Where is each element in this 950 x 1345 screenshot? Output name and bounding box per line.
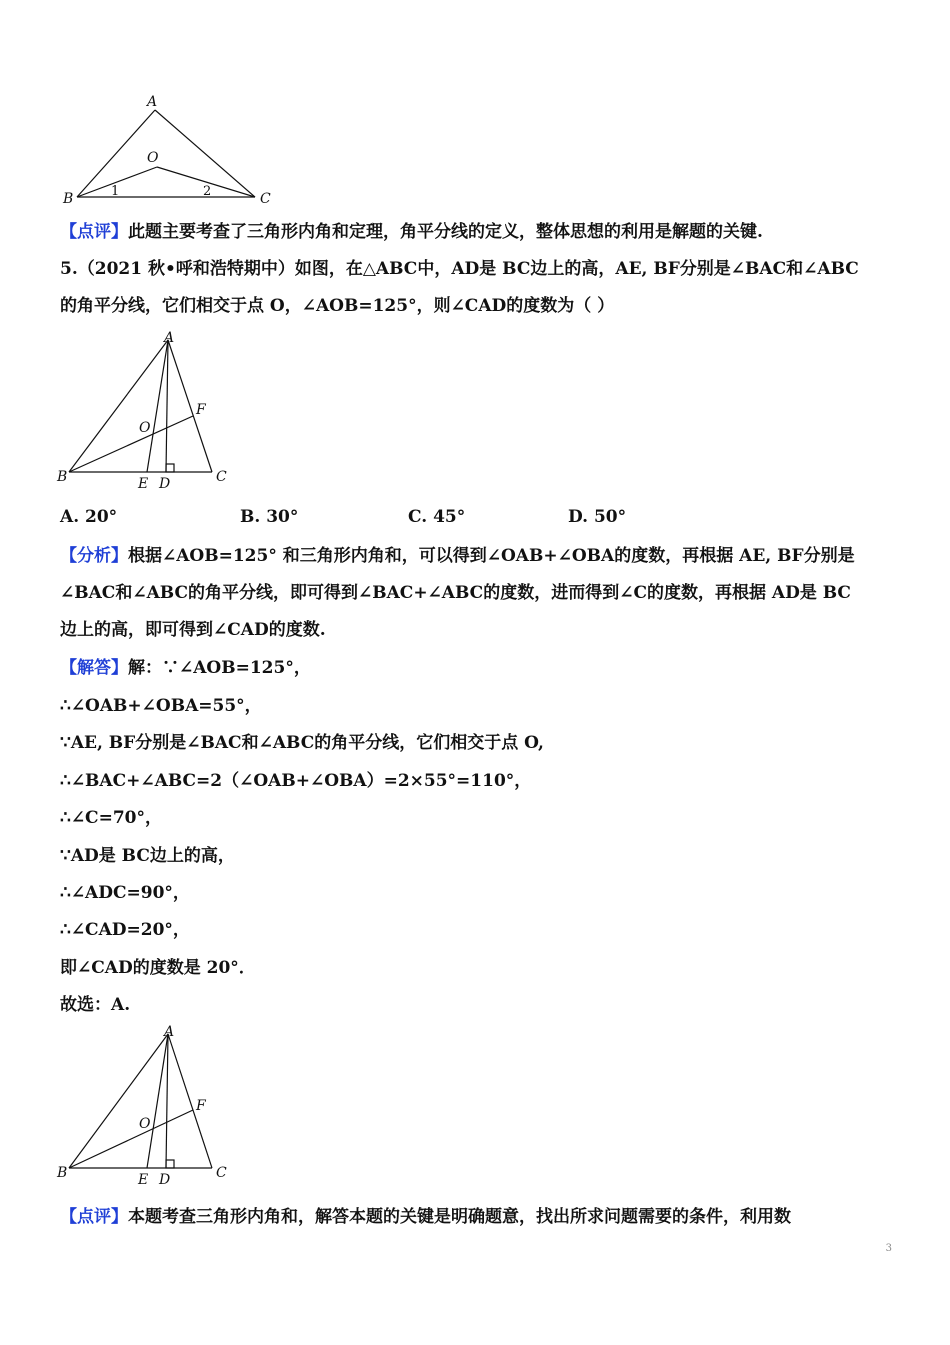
solution-step-7: ∴∠CAD=20°，: [60, 920, 190, 940]
label-a: A: [164, 330, 175, 346]
analysis-tag: 【分析】: [60, 546, 128, 566]
label-o: O: [147, 150, 159, 166]
label-a: A: [164, 1024, 175, 1040]
comment-text: 本题考查三角形内角和，解答本题的关键是明确题意，找出所求问题需要的条件，利用数: [128, 1207, 791, 1227]
label-c: C: [216, 469, 227, 485]
option-d: D. 50°: [568, 507, 627, 527]
comment-tag: 【点评】: [60, 1207, 128, 1227]
label-o: O: [139, 1116, 151, 1132]
label-b: B: [57, 1165, 68, 1181]
question-line-2: 的角平分线，它们相交于点 O，∠AOB=125°，则∠CAD的度数为（ ）: [60, 296, 615, 316]
figure-triangle-abc-altitude-repeat: [55, 1020, 255, 1188]
question-line-1: 5.（2021 秋•呼和浩特期中）如图，在△ABC中，AD是 BC边上的高，AE, BF分别是∠BAC和∠ABC: [60, 259, 859, 279]
comment-tag: 【点评】: [60, 222, 128, 242]
label-f: F: [196, 402, 206, 418]
comment-1: [60, 221, 900, 243]
solution-step-6: ∴∠ADC=90°，: [60, 883, 190, 903]
solution-intro: [60, 657, 900, 679]
label-c: C: [216, 1165, 227, 1181]
solution-tag: 【解答】: [60, 658, 128, 678]
label-a: A: [147, 94, 158, 110]
comment-2: [60, 1206, 900, 1228]
option-a: A. 20°: [60, 507, 118, 527]
label-d: D: [159, 476, 171, 492]
label-o: O: [139, 420, 151, 436]
solution-step-4: ∴∠C=70°，: [60, 808, 162, 828]
option-c: C. 45°: [408, 507, 466, 527]
solution-step-3: ∴∠BAC+∠ABC=2（∠OAB+∠OBA）=2×55°=110°，: [60, 771, 532, 791]
analysis-line-1: [60, 545, 900, 567]
analysis-text-1: 根据∠AOB=125° 和三角形内角和，可以得到∠OAB+∠OBA的度数，再根据 AE, BF分别是: [128, 546, 855, 566]
label-b: B: [63, 191, 74, 207]
figure-triangle-abc-altitude: [55, 330, 255, 495]
figure-triangle-abc-o: [55, 90, 285, 215]
solution-step-1: ∴∠OAB+∠OBA=55°，: [60, 696, 262, 716]
solution-step-5: ∵AD是 BC边上的高，: [60, 846, 235, 866]
solution-step-2: ∵AE, BF分别是∠BAC和∠ABC的角平分线，它们相交于点 O,: [60, 733, 544, 753]
solution-step-8: 即∠CAD的度数是 20°．: [60, 958, 256, 978]
analysis-line-2: ∠BAC和∠ABC的角平分线，即可得到∠BAC+∠ABC的度数，进而得到∠C的度数，再根据 AD是 BC: [60, 583, 851, 603]
label-c: C: [260, 191, 271, 207]
label-e: E: [138, 476, 149, 492]
label-b: B: [57, 469, 68, 485]
solution-choice: 故选：A.: [60, 995, 131, 1015]
label-d: D: [159, 1172, 171, 1188]
solution-intro-text: 解：∵∠AOB=125°，: [128, 658, 311, 678]
label-f: F: [196, 1098, 206, 1114]
comment-text: 此题主要考查了三角形内角和定理，角平分线的定义，整体思想的利用是解题的关键.: [128, 222, 763, 242]
option-b: B. 30°: [240, 507, 299, 527]
label-angle-2: 2: [203, 184, 212, 199]
label-angle-1: 1: [111, 184, 120, 199]
page-number: 3: [885, 1243, 892, 1254]
analysis-line-3: 边上的高，即可得到∠CAD的度数.: [60, 620, 326, 640]
label-e: E: [138, 1172, 149, 1188]
